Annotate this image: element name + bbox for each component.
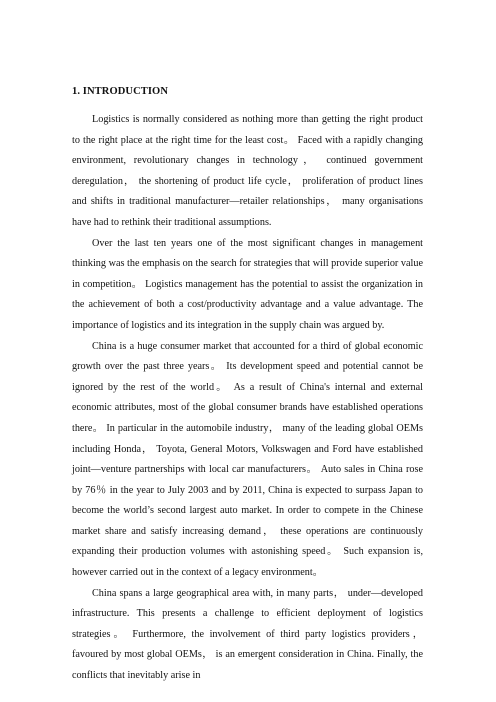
paragraph-3: China is a huge consumer market that accounted for a third of global economic growth over the past three years。 Its development speed and potential cannot be ignored by the rest of the world。 As a result of China's internal and external economic attributes, most of the global consumer brands have established operations there。 In particular in the automobile industry， many of the leading global OEMs including Honda， Toyota, General Motors, Volkswagen and Ford have established joint—venture partnerships with local car manufacturers。 Auto sales in China rose by 76％ in the year to July 2003 and by 2011, China is expected to surpass Japan to become the world’s second largest auto market. In order to compete in the Chinese market share and satisfy increasing demand， these operations are continuously expanding their production volumes with astonishing speed。 Such expansion is, however carried out in the context of a legacy environment。	[72, 340, 423, 579]
paragraph-1: Logistics is normally considered as nothing more than getting the right product to the right place at the right time for the least cost。 Faced with a rapidly changing environment, revolutionary changes in technology， continued government deregulation， the shortening of product life cycle， proliferation of product lines and shifts in traditional manufacturer—retailer relationships， many organisations have had to rethink their traditional assumptions.	[72, 114, 423, 228]
section-heading: 1. INTRODUCTION	[72, 86, 169, 97]
paragraph-2: Over the last ten years one of the most significant changes in management thinking was the emphasis on the search for strategies that will provide superior value in competition。 Logistics management has the potential to assist the organization in the achievement of both a cost/productivity advantage and a value advantage. The importance of logistics and its integration in the supply chain was argued by.	[72, 237, 423, 331]
body-text	[72, 110, 423, 687]
paragraph-4: China spans a large geographical area with, in many parts， under—developed infrastructure. This presents a challenge to efficient deployment of logistics strategies。 Furthermore, the involvement of third party logistics providers， favoured by most global OEMs， is an emergent consideration in China. Finally, the conflicts that inevitably arise in	[72, 587, 423, 682]
